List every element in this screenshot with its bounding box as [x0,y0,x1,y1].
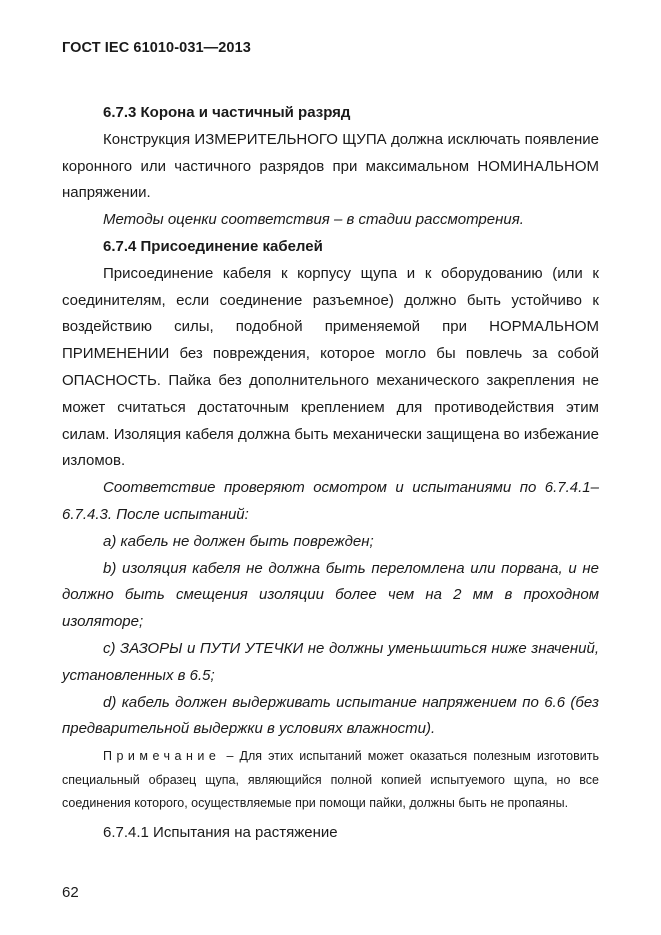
note-text: – Для этих испытаний может оказаться полезным изготовить специальный образец щупа, являющийся полной копией испытуемого щупа, но все соединения которого, осуществляемые при помощи пайки, должны быть не пропаяны. [62,749,599,811]
compliance-paragraph: Соответствие проверяют осмотром и испытаниями по 6.7.4.1–6.7.4.3. После испытаний: [62,479,599,523]
list-item-b: b) изоляция кабеля не должна быть переломлена или порвана, и не должно быть смещения изоляции более чем на 2 мм в проходном изоляторе; [62,559,599,631]
section-heading-6-7-4-1: 6.7.4.1 Испытания на растяжение [103,823,338,841]
note-label: Примечание [103,749,221,764]
paragraph: Конструкция ИЗМЕРИТЕЛЬНОГО ЩУПА должна исключать появление коронного или частичного разрядов при максимальном НОМИНАЛЬНОМ напряжении. [62,130,599,202]
paragraph: Присоединение кабеля к корпусу щупа и к оборудованию (или к соединителям, если соединение разъемное) должно быть устойчиво к воздействию силы, подобной применяемой при НОРМАЛЬНОМ ПРИМЕНЕНИИ без повреждения, которое могло бы повлечь за собой ОПАСНОСТЬ. Пайка без дополнительного механического закрепления не может считаться достаточным креплением для противодействия этим силам. Изоляция кабеля должна быть механически защищена во избежание изломов. [62,264,599,470]
list-item-d: d) кабель должен выдерживать испытание напряжением по 6.6 (без предварительной выдержки в условиях влажности). [62,693,599,738]
document-header: ГОСТ IEC 61010-031—2013 [62,40,251,56]
section-heading-6-7-3: 6.7.3 Корона и частичный разряд [103,104,351,121]
list-item-a: a) кабель не должен быть поврежден; [103,532,374,550]
page-number: 62 [62,884,79,901]
list-item-c: c) ЗАЗОРЫ и ПУТИ УТЕЧКИ не должны уменьшиться ниже значений, установленных в 6.5; [62,639,599,684]
paragraph-italic: Методы оценки соответствия – в стадии рассмотрения. [103,211,524,229]
section-heading-6-7-4: 6.7.4 Присоединение кабелей [103,237,323,255]
note [62,745,599,816]
document-body [62,100,599,846]
